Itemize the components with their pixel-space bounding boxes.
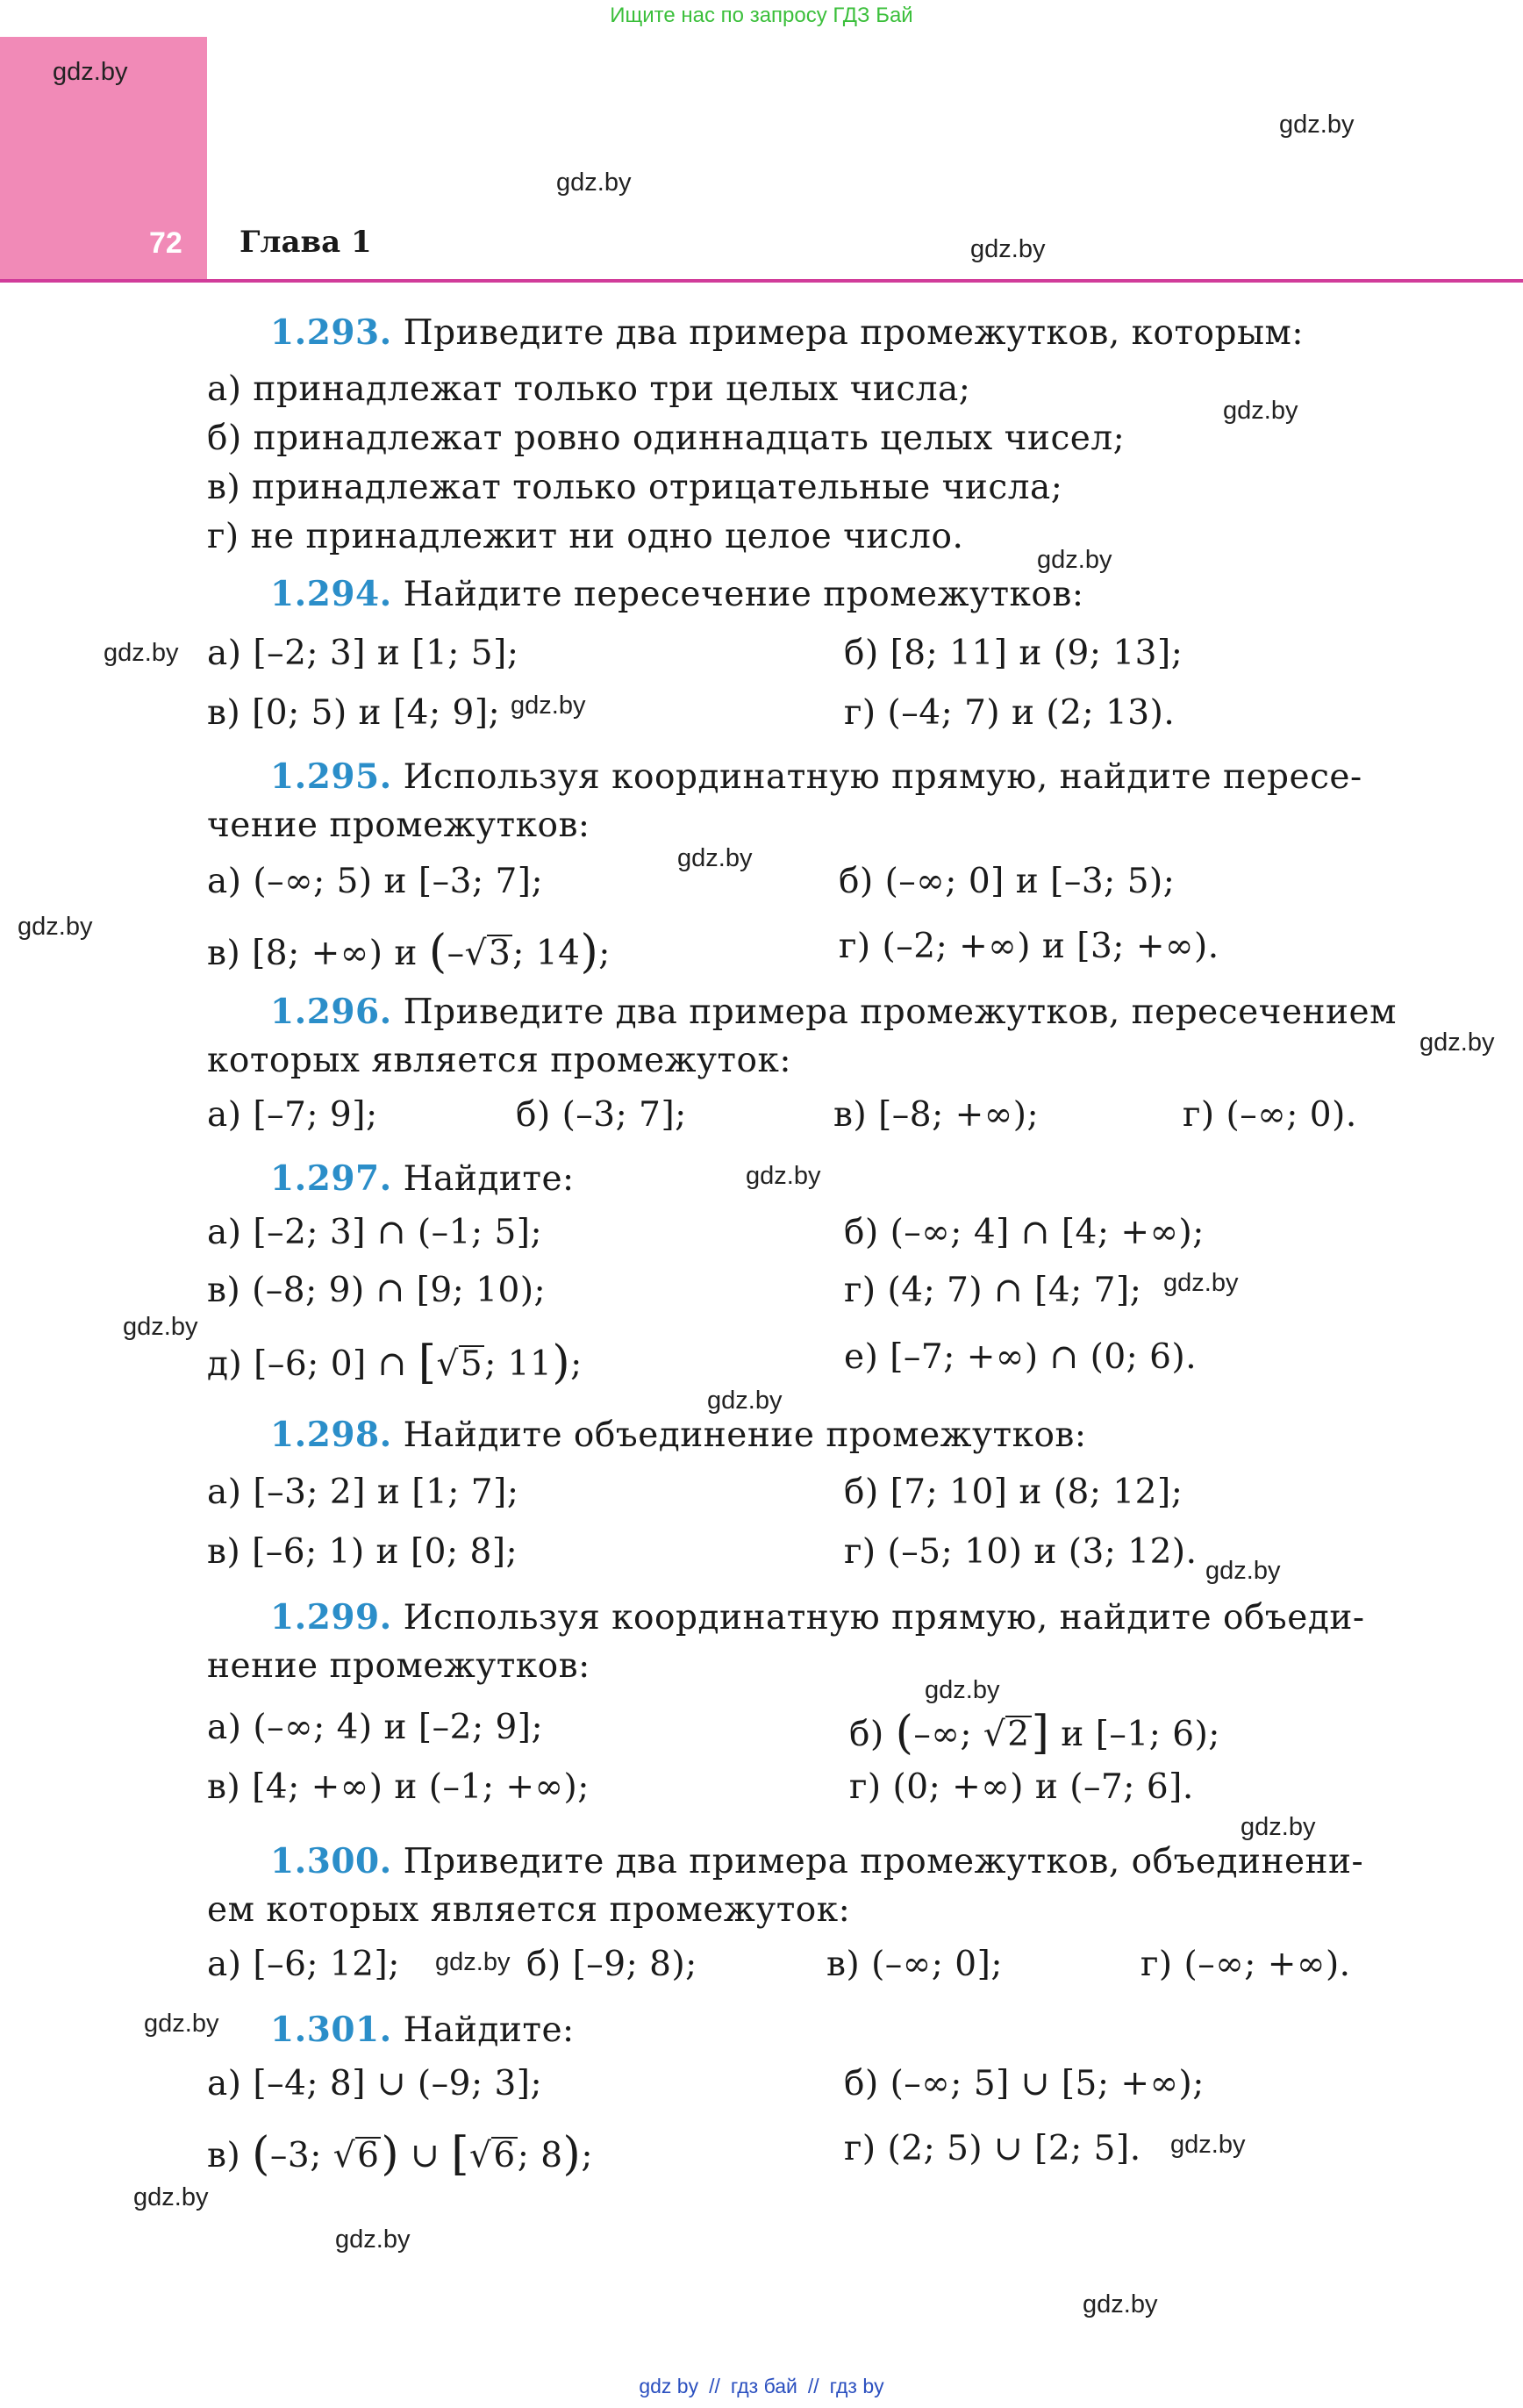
task-text: Приведите два примера промежутков, которым: <box>391 313 1305 353</box>
sqrt-sign: √ <box>983 1715 1006 1754</box>
watermark: gdz.by <box>511 692 586 720</box>
task-1-294-a: а) [–2; 3] и [1; 5]; <box>207 634 519 673</box>
task-1-297-e <box>207 1334 583 1387</box>
task-1-294-d: г) (–4; 7) и (2; 13). <box>844 693 1176 733</box>
watermark: gdz.by <box>104 639 179 667</box>
bracket: ( <box>895 1707 914 1759</box>
task-number: 1.294. <box>270 574 392 614</box>
task-text: Найдите пересечение промежутков: <box>391 575 1084 614</box>
task-1-297-heading <box>270 1158 575 1199</box>
task-1-301-heading <box>270 2010 575 2050</box>
bracket: [ <box>451 2128 469 2181</box>
task-1-295-c <box>207 923 611 976</box>
watermark: gdz.by <box>1223 397 1298 425</box>
text: ; 14 <box>512 934 581 973</box>
task-1-293-c: в) принадлежат только отрицательные числа; <box>207 468 1063 507</box>
text: в) <box>207 2136 253 2175</box>
sqrt-sign: √ <box>436 1344 459 1384</box>
task-1-296-c: в) [–8; +∞); <box>833 1095 1040 1135</box>
task-1-301-d: г) (2; 5) ∪ [2; 5]. <box>844 2129 1141 2168</box>
task-1-298-a: а) [–3; 2] и [1; 7]; <box>207 1473 519 1512</box>
task-1-297-f: е) [–7; +∞) ∩ (0; 6). <box>844 1337 1198 1377</box>
watermark: gdz.by <box>1170 2131 1246 2159</box>
task-text: Используя координатную прямую, найдите объеди- <box>391 1598 1365 1638</box>
watermark: gdz.by <box>144 2010 219 2038</box>
sqrt-radicand: 5 <box>460 1344 483 1384</box>
watermark: gdz.by <box>435 1948 511 1976</box>
watermark: gdz.by <box>1163 1269 1239 1297</box>
task-1-299-c: в) [4; +∞) и (–1; +∞); <box>207 1767 590 1807</box>
watermark: gdz.by <box>970 235 1046 263</box>
sqrt-sign: √ <box>469 2136 492 2175</box>
watermark: gdz.by <box>1279 111 1355 139</box>
text: ; <box>581 2136 593 2175</box>
task-1-297-d: г) (4; 7) ∩ [4; 7]; <box>844 1271 1142 1310</box>
task-1-299-a: а) (–∞; 4) и [–2; 9]; <box>207 1708 544 1747</box>
sqrt-radicand: 6 <box>357 2136 380 2175</box>
watermark: gdz.by <box>53 58 128 86</box>
text: д) [–6; 0] ∩ <box>207 1344 418 1384</box>
task-text: Найдите: <box>391 2010 575 2050</box>
text: ∪ <box>399 2136 452 2175</box>
task-1-298-b: б) [7; 10] и (8; 12]; <box>844 1473 1183 1512</box>
bracket: ) <box>552 1337 571 1389</box>
footer-separator: // <box>709 2375 720 2397</box>
watermark: gdz.by <box>1419 1028 1495 1057</box>
watermark: gdz.by <box>335 2225 411 2254</box>
task-1-294-c: в) [0; 5) и [4; 9]; <box>207 693 501 733</box>
task-number: 1.296. <box>270 992 392 1032</box>
footer-link[interactable]: гдз by <box>829 2375 884 2397</box>
task-1-301-a: а) [–4; 8] ∪ (–9; 3]; <box>207 2064 543 2103</box>
task-1-296-d: г) (–∞; 0). <box>1183 1095 1357 1135</box>
bracket: ( <box>428 926 447 978</box>
task-text: Найдите: <box>391 1159 575 1199</box>
bracket: ( <box>252 2128 270 2181</box>
watermark: gdz.by <box>746 1162 821 1190</box>
text: ; 11 <box>484 1344 553 1384</box>
text: –3; <box>269 2136 333 2175</box>
watermark: gdz.by <box>1241 1813 1316 1841</box>
task-1-294-heading <box>270 574 1084 614</box>
sqrt-radicand: 2 <box>1007 1715 1030 1754</box>
task-1-293-d: г) не принадлежит ни одно целое число. <box>207 517 964 556</box>
task-text: Приведите два примера промежутков, объединени- <box>391 1842 1364 1881</box>
task-1-295-d: г) (–2; +∞) и [3; +∞). <box>839 927 1219 966</box>
text: в) [8; +∞) и <box>207 934 429 973</box>
task-1-299-heading <box>270 1597 1365 1638</box>
watermark: gdz.by <box>1083 2290 1158 2318</box>
footer-link[interactable]: гдз бай <box>730 2375 797 2397</box>
task-1-300-d: г) (–∞; +∞). <box>1140 1945 1351 1984</box>
task-1-301-b: б) (–∞; 5] ∪ [5; +∞); <box>844 2064 1205 2103</box>
task-1-297-c: в) (–8; 9) ∩ [9; 10); <box>207 1271 547 1310</box>
task-1-293-a: а) принадлежат только три целых числа; <box>207 369 971 409</box>
task-1-300-heading <box>270 1841 1363 1881</box>
bracket: ] <box>1031 1707 1050 1759</box>
text: б) <box>849 1715 896 1754</box>
text: – <box>447 934 465 973</box>
task-1-296-a: а) [–7; 9]; <box>207 1095 378 1135</box>
text: –∞; <box>913 1715 983 1754</box>
sqrt-radicand: 6 <box>493 2136 516 2175</box>
bracket: [ <box>418 1337 437 1389</box>
task-number: 1.295. <box>270 756 392 797</box>
watermark: gdz.by <box>677 844 753 872</box>
text: ; <box>598 934 611 973</box>
task-1-300-c: в) (–∞; 0]; <box>826 1945 1003 1984</box>
sqrt-radicand: 3 <box>488 934 511 973</box>
watermark: gdz.by <box>123 1313 198 1341</box>
footer-separator: // <box>807 2375 819 2397</box>
task-1-293-b: б) принадлежат ровно одиннадцать целых чисел; <box>207 419 1126 458</box>
task-1-296-intro-cont: которых является промежуток: <box>207 1041 791 1080</box>
task-1-294-b: б) [8; 11] и (9; 13]; <box>844 634 1183 673</box>
watermark: gdz.by <box>18 913 93 941</box>
chapter-title: Глава 1 <box>240 225 372 260</box>
watermark: gdz.by <box>707 1387 783 1415</box>
watermark: gdz.by <box>1205 1557 1281 1585</box>
task-1-299-d: г) (0; +∞) и (–7; 6]. <box>849 1767 1194 1807</box>
task-text: Найдите объединение промежутков: <box>391 1415 1087 1455</box>
task-1-295-intro-cont: чение промежутков: <box>207 806 590 845</box>
task-number: 1.297. <box>270 1158 392 1199</box>
task-1-293-heading <box>270 312 1304 353</box>
task-number: 1.293. <box>270 312 392 353</box>
watermark: gdz.by <box>133 2183 209 2211</box>
task-1-296-heading <box>270 992 1397 1032</box>
watermark: gdz.by <box>925 1676 1000 1704</box>
task-text: Используя координатную прямую, найдите пересе- <box>391 757 1362 797</box>
task-number: 1.301. <box>270 2010 392 2050</box>
task-1-296-b: б) (–3; 7]; <box>516 1095 687 1135</box>
task-1-300-intro-cont: ем которых является промежуток: <box>207 1890 851 1930</box>
bracket: ) <box>580 926 599 978</box>
footer-links <box>0 2375 1523 2398</box>
task-1-298-c: в) [–6; 1) и [0; 8]; <box>207 1532 518 1572</box>
task-1-295-heading <box>270 756 1362 797</box>
page-number: 72 <box>149 226 182 260</box>
watermark: gdz.by <box>1037 546 1112 574</box>
text: и [–1; 6); <box>1049 1715 1220 1754</box>
task-1-295-b: б) (–∞; 0] и [–3; 5); <box>839 862 1176 901</box>
task-1-298-heading <box>270 1415 1087 1455</box>
bracket: ) <box>562 2128 582 2181</box>
text: ; <box>570 1344 583 1384</box>
task-1-299-intro-cont: нение промежутков: <box>207 1646 590 1686</box>
header-rule <box>0 279 1523 283</box>
task-1-300-b: б) [–9; 8); <box>526 1945 697 1984</box>
sqrt-sign: √ <box>464 934 487 973</box>
task-number: 1.300. <box>270 1841 392 1881</box>
task-1-299-b <box>849 1704 1220 1757</box>
task-1-298-d: г) (–5; 10) и (3; 12). <box>844 1532 1198 1572</box>
task-text: Приведите два примера промежутков, пересечением <box>391 993 1397 1032</box>
task-number: 1.298. <box>270 1415 392 1455</box>
footer-link[interactable]: gdz by <box>639 2375 699 2397</box>
sqrt-sign: √ <box>332 2136 356 2175</box>
bracket: ) <box>381 2128 400 2181</box>
text: ; 8 <box>517 2136 563 2175</box>
task-1-300-a: а) [–6; 12]; <box>207 1945 400 1984</box>
task-1-297-a: а) [–2; 3] ∩ (–1; 5]; <box>207 1213 543 1252</box>
watermark: gdz.by <box>556 168 632 197</box>
top-banner: Ищите нас по запросу ГДЗ Бай <box>610 4 913 27</box>
task-1-301-c <box>207 2125 593 2181</box>
task-1-297-b: б) (–∞; 4] ∩ [4; +∞); <box>844 1213 1205 1252</box>
task-1-295-a: а) (–∞; 5) и [–3; 7]; <box>207 862 544 901</box>
task-number: 1.299. <box>270 1597 392 1638</box>
